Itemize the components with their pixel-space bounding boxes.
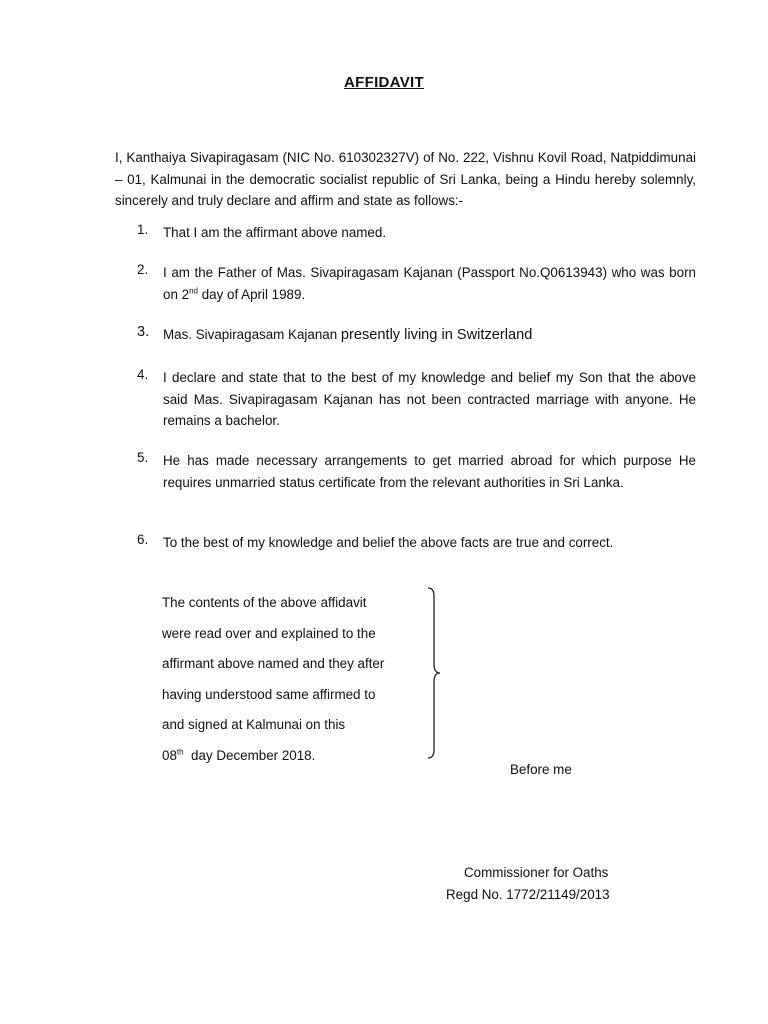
- date-day: 08: [162, 747, 177, 763]
- before-me-label: Before me: [510, 762, 572, 777]
- intro-paragraph: I, Kanthaiya Sivapiragasam (NIC No. 610302327V) of No. 222, Vishnu Kovil Road, Natpiddimunai – 01, Kalmunai in the democratic socialist republic of Sri Lanka, being a Hindu hereby solemnly, sincerely and truly declare and affirm and state as follows:-: [115, 150, 696, 208]
- jurat-line: affirmant above named and they after: [162, 656, 385, 671]
- list-item: [137, 222, 696, 244]
- item-number: 5.: [137, 450, 149, 465]
- item-text-part: day of April 1989.: [197, 286, 306, 302]
- jurat-line: and signed at Kalmunai on this: [162, 717, 346, 732]
- item-text-part: presently living in Switzerland: [340, 327, 533, 343]
- ordinal-suffix: th: [176, 747, 184, 757]
- curly-brace: [424, 586, 448, 760]
- item-text: He has made necessary arrangements to get married abroad for which purpose He requires unmarried status certificate from the relevant authorities in Sri Lanka.: [163, 453, 696, 490]
- list-item: [137, 532, 696, 554]
- list-item: [137, 324, 696, 347]
- jurat-block: [162, 588, 432, 771]
- item-number: 4.: [137, 367, 149, 382]
- jurat-date-line: [162, 741, 432, 772]
- item-text: To the best of my knowledge and belief the above facts are true and correct.: [163, 535, 614, 550]
- date-rest: day December 2018.: [183, 747, 316, 763]
- item-text: I declare and state that to the best of my knowledge and belief my Son that the above said Mas. Sivapiragasam Kajanan has not been contracted marriage with anyone. He remains a bachelor.: [163, 370, 696, 428]
- item-text: That I am the affirmant above named.: [163, 225, 387, 240]
- jurat-line: were read over and explained to the: [162, 625, 376, 641]
- commissioner-title: Commissioner for Oaths: [464, 865, 609, 880]
- item-number: 6.: [137, 532, 149, 547]
- item-number: 2.: [137, 262, 149, 277]
- item-number: 1.: [137, 222, 149, 237]
- list-item: [137, 367, 696, 432]
- list-item: [137, 262, 696, 305]
- jurat-line: The contents of the above affidavit: [162, 595, 367, 610]
- item-text: [163, 324, 696, 347]
- brace-path: [428, 588, 440, 758]
- list-item: [137, 450, 696, 493]
- document-title: AFFIDAVIT: [344, 74, 424, 91]
- item-text: [163, 262, 696, 305]
- jurat-line: having understood same affirmed to: [162, 686, 376, 702]
- item-text-part: I am the Father of Mas. Sivapiragasam Kajanan (Passport No.Q0613943) who was born on 2: [163, 265, 696, 302]
- item-number: 3.: [137, 324, 150, 340]
- ordinal-suffix: nd: [189, 286, 198, 296]
- registration-number: Regd No. 1772/21149/2013: [446, 887, 610, 902]
- item-text-part: Mas. Sivapiragasam Kajanan: [163, 327, 341, 342]
